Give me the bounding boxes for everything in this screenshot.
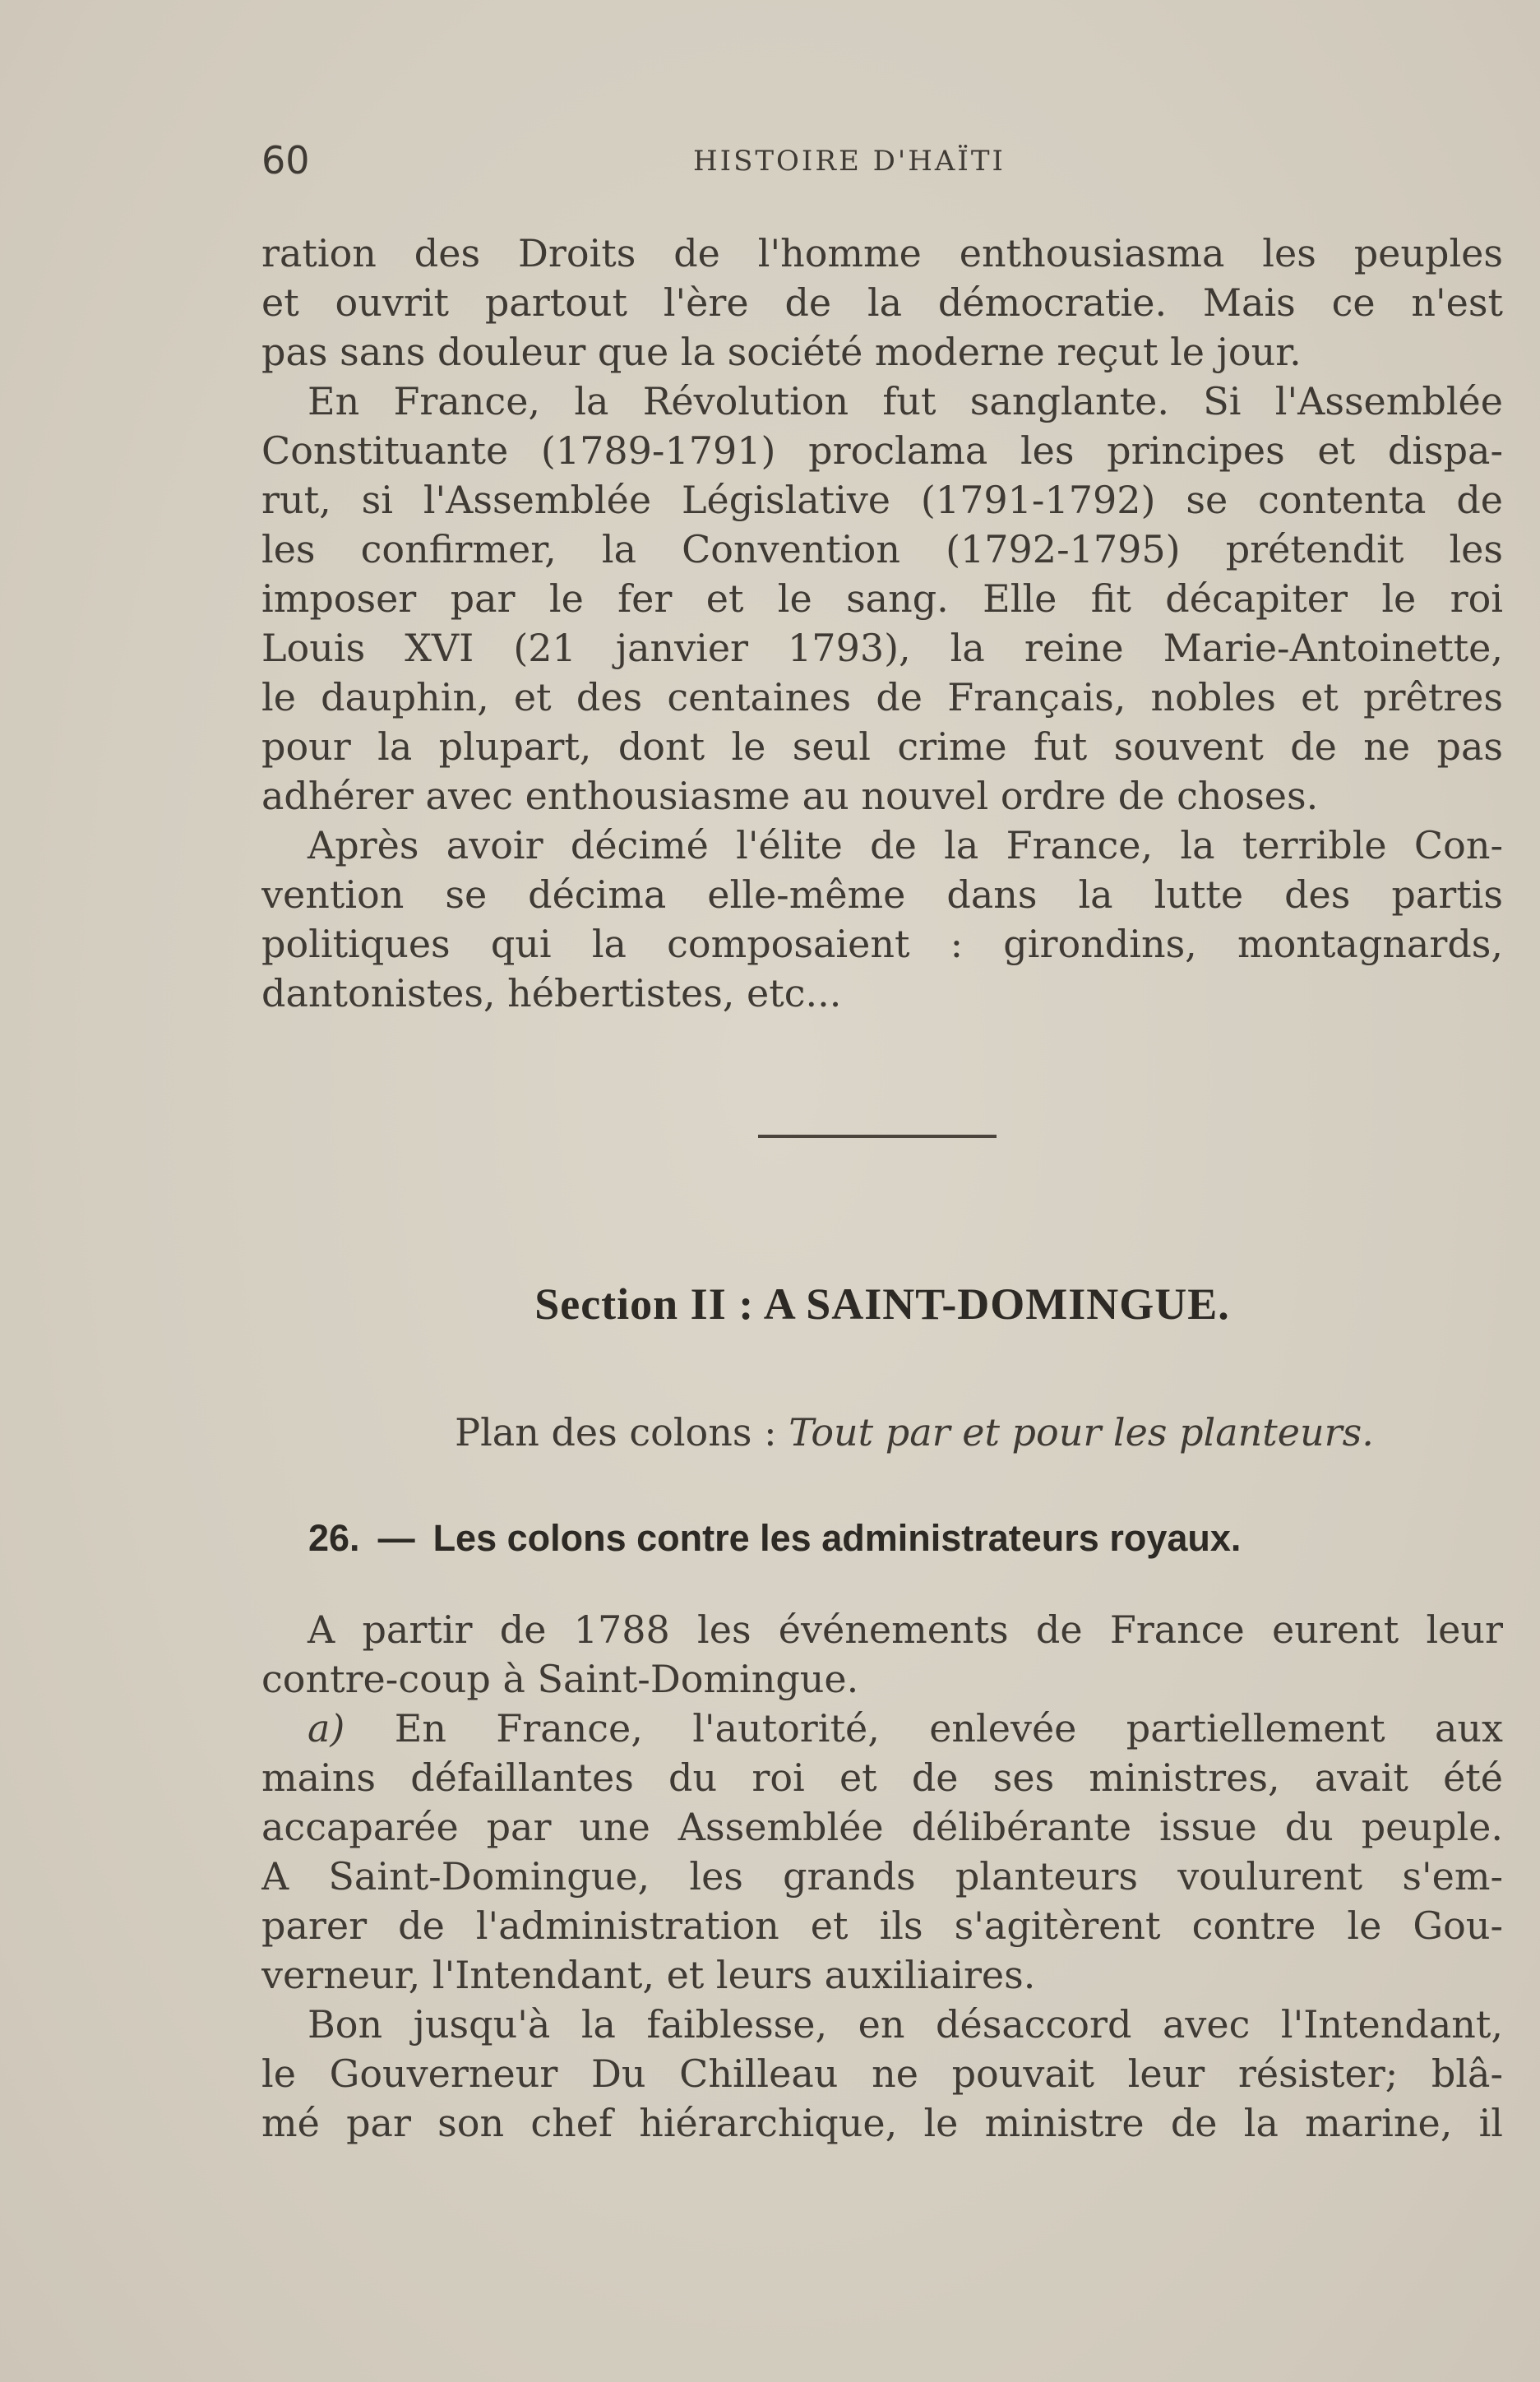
text-line: les confirmer, la Convention (1792-1795) prétendit les bbox=[261, 527, 1503, 571]
text-line: En France, la Révolution fut sanglante. Si l'Assemblée bbox=[308, 379, 1503, 423]
text-line: Constituante (1789-1791) proclama les principes et dispa- bbox=[261, 428, 1503, 473]
text-line: dantonistes, hébertistes, etc... bbox=[261, 971, 842, 1015]
subsection-heading bbox=[308, 1517, 1503, 1568]
text-line: Après avoir décimé l'élite de la France, la terrible Con- bbox=[308, 823, 1503, 867]
text-line: A partir de 1788 les événements de France eurent leur bbox=[308, 1607, 1503, 1652]
text-line: Bon jusqu'à la faiblesse, en désaccord avec l'Intendant, bbox=[308, 2002, 1503, 2047]
text-line: A Saint-Domingue, les grands planteurs voulurent s'em- bbox=[261, 1854, 1503, 1899]
bottom-text-block bbox=[261, 1605, 1503, 2148]
text-line: rut, si l'Assemblée Législative (1791-1792) se contenta de bbox=[261, 478, 1503, 522]
text-line: pas sans douleur que la société moderne reçut le jour. bbox=[261, 330, 1302, 374]
text-line: Louis XVI (21 janvier 1793), la reine Marie-Antoinette, bbox=[261, 626, 1503, 670]
text-line: mé par son chef hiérarchique, le ministre de la marine, il bbox=[261, 2101, 1503, 2145]
running-title: HISTOIRE D'HAÏTI bbox=[693, 145, 1006, 178]
section-plan bbox=[261, 1410, 1503, 1461]
text-line: pour la plupart, dont le seul crime fut souvent de ne pas bbox=[261, 724, 1503, 769]
text-line: politiques qui la composaient : girondins, montagnards, bbox=[261, 922, 1503, 966]
item-a-first-line: En France, l'autorité, enlevée partiellement aux bbox=[394, 1706, 1503, 1751]
text-line: accaparée par une Assemblée délibérante issue du peuple. bbox=[261, 1805, 1503, 1849]
page-number: 60 bbox=[261, 138, 310, 183]
running-head bbox=[261, 138, 1503, 187]
text-line: adhérer avec enthousiasme au nouvel ordre de choses. bbox=[261, 774, 1319, 818]
text-line: vention se décima elle-même dans la lutte des partis bbox=[261, 872, 1503, 917]
text-line: verneur, l'Intendant, et leurs auxiliaires. bbox=[261, 1953, 1036, 1997]
section-heading: Section II : A SAINT-DOMINGUE. bbox=[534, 1279, 1230, 1329]
text-line: le dauphin, et des centaines de Français, nobles et prêtres bbox=[261, 675, 1503, 719]
text-line bbox=[261, 1704, 1503, 1753]
plan-motto: Tout par et pour les planteurs. bbox=[788, 1410, 1374, 1455]
text-line: imposer par le fer et le sang. Elle fit décapiter le roi bbox=[261, 576, 1503, 621]
text-line: mains défaillantes du roi et de ses ministres, avait été bbox=[261, 1755, 1503, 1800]
text-line: parer de l'administration et ils s'agitèrent contre le Gou- bbox=[261, 1903, 1503, 1948]
subsection-number: 26. bbox=[308, 1517, 360, 1559]
subsection-title: Les colons contre les administrateurs royaux. bbox=[432, 1517, 1242, 1559]
text-line: le Gouverneur Du Chilleau ne pouvait leur résister; blâ- bbox=[261, 2051, 1503, 2096]
subsection-dash: — bbox=[377, 1517, 415, 1559]
item-marker: a) bbox=[308, 1706, 345, 1751]
text-line: ration des Droits de l'homme enthousiasma les peuples bbox=[261, 231, 1503, 275]
text-line: et ouvrit partout l'ère de la démocratie. Mais ce n'est bbox=[261, 280, 1503, 325]
text-line: contre-coup à Saint-Domingue. bbox=[261, 1657, 859, 1701]
plan-prefix: Plan des colons : bbox=[455, 1410, 789, 1455]
section-divider bbox=[758, 1135, 997, 1138]
top-text-block bbox=[261, 229, 1503, 1018]
